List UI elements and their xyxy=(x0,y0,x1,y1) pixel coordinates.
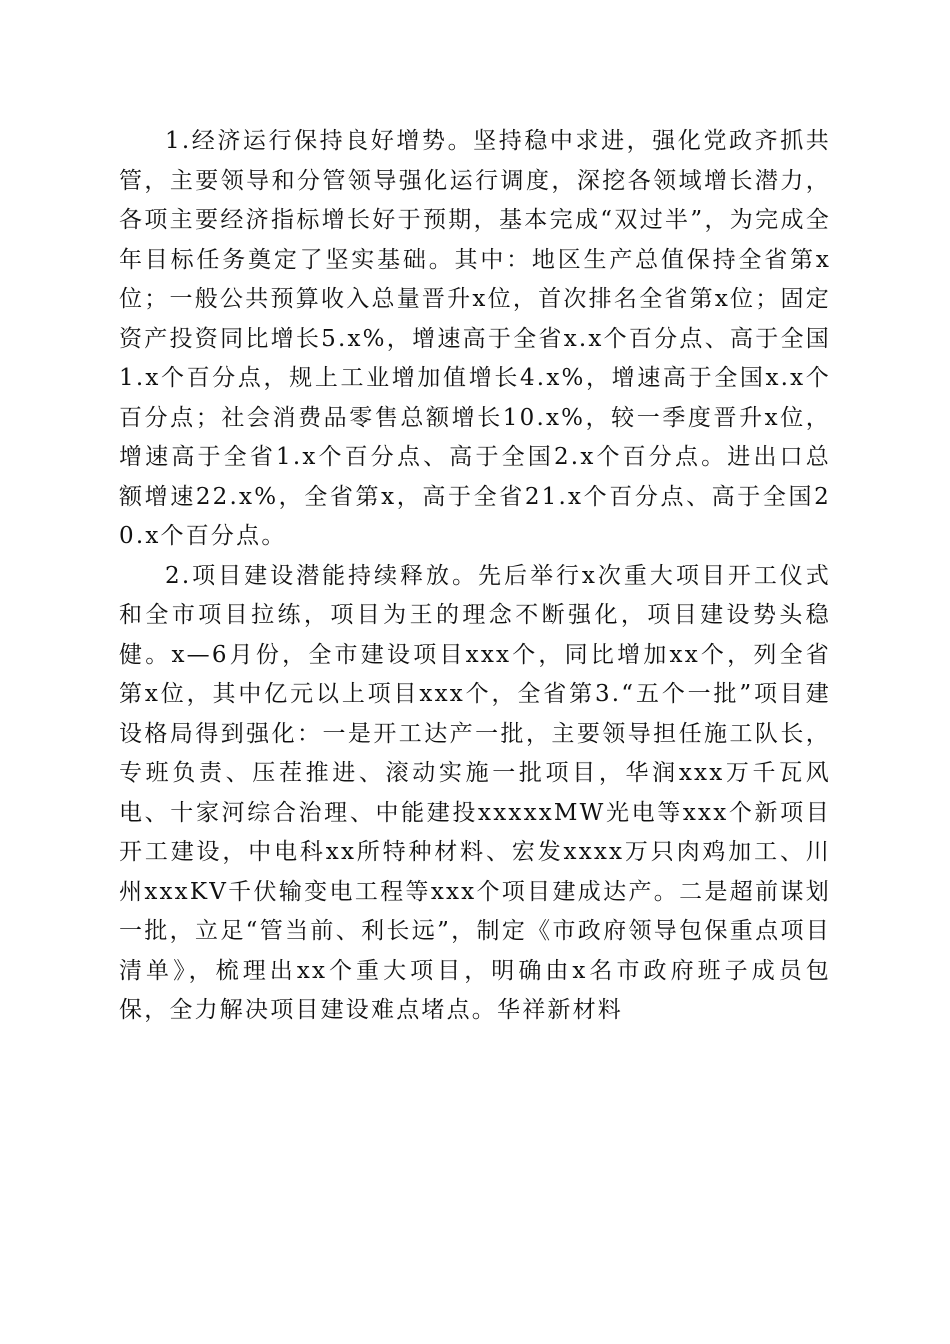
document-body xyxy=(119,122,831,1031)
paragraph-project-construction: 2.项目建设潜能持续释放。先后举行x次重大项目开工仪式和全市项目拉练，项目为王的理念不断强化，项目建设势头稳健。x—6月份，全市建设项目xxx个，同比增加xx个，列全省第x位，其中亿元以上项目xxx个，全省第3.“五个一批”项目建设格局得到强化：一是开工达产一批，主要领导担任施工队长，专班负责、压茬推进、滚动实施一批项目，华润xxx万千瓦风电、十家河综合治理、中能建投xxxxxMW光电等xxx个新项目开工建设，中电科xx所特种材料、宏发xxxx万只肉鸡加工、川州xxxKV千伏输变电工程等xxx个项目建成达产。二是超前谋划一批，立足“管当前、利长远”，制定《市政府领导包保重点项目清单》，梳理出xx个重大项目，明确由x名市政府班子成员包保，全力解决项目建设难点堵点。华祥新材料 xyxy=(119,562,831,1023)
paragraph-economic-operation: 1.经济运行保持良好增势。坚持稳中求进，强化党政齐抓共管，主要领导和分管领导强化运行调度，深挖各领域增长潜力，各项主要经济指标增长好于预期，基本完成“双过半”，为完成全年目标任务奠定了坚实基础。其中：地区生产总值保持全省第x位；一般公共预算收入总量晋升x位，首次排名全省第x位；固定资产投资同比增长5.x%，增速高于全省x.x个百分点、高于全国1.x个百分点，规上工业增加值增长4.x%，增速高于全国x.x个百分点；社会消费品零售总额增长10.x%，较一季度晋升x位，增速高于全省1.x个百分点、高于全国2.x个百分点。进出口总额增速22.x%，全省第x，高于全省21.x个百分点、高于全国20.x个百分点。 xyxy=(119,128,831,549)
